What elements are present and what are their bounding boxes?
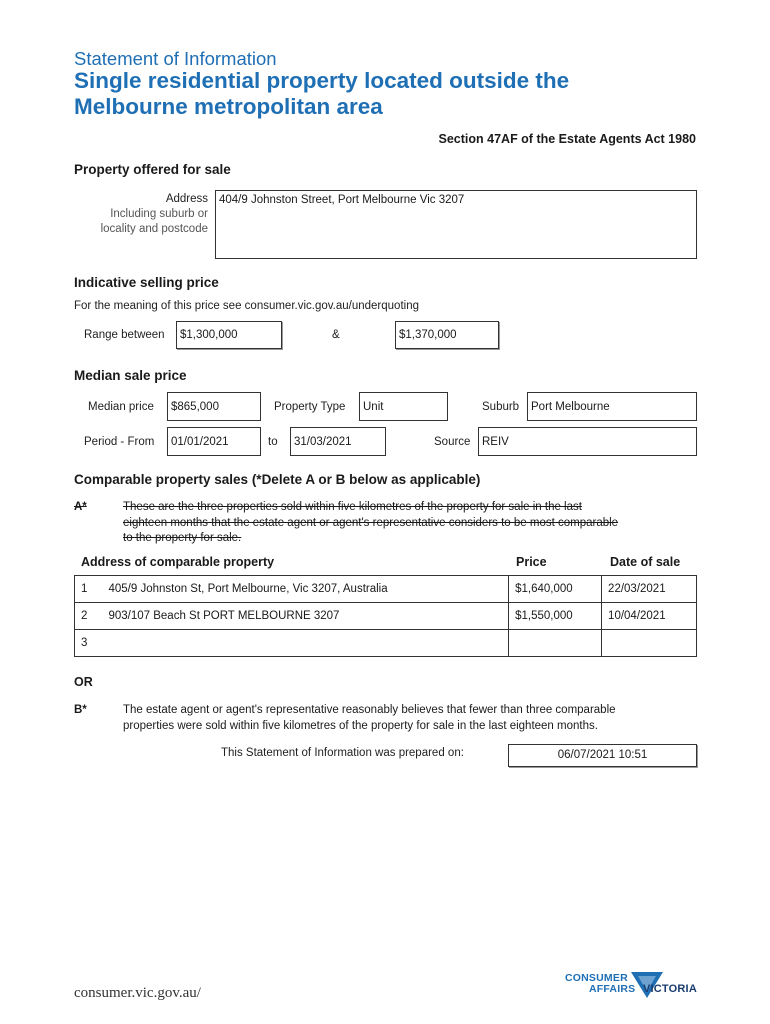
row-number: 1 xyxy=(75,576,103,603)
price-low-field[interactable]: $1,300,000 xyxy=(176,321,282,349)
table-row xyxy=(75,576,697,603)
col-header-date: Date of sale xyxy=(610,555,681,569)
address-hint-2: locality and postcode xyxy=(100,223,208,235)
address-label: Address xyxy=(165,193,208,205)
comparable-heading: Comparable property sales (*Delete A or B below as applicable) xyxy=(74,472,481,487)
price-high-field[interactable]: $1,370,000 xyxy=(395,321,499,349)
document-subtitle: Statement of Information xyxy=(74,48,277,69)
suburb-label: Suburb xyxy=(482,401,520,413)
footer-url[interactable]: consumer.vic.gov.au/ xyxy=(74,985,201,1001)
col-header-price: Price xyxy=(516,555,547,569)
prepared-date-field[interactable]: 06/07/2021 10:51 xyxy=(508,744,697,767)
source-field[interactable]: REIV xyxy=(478,427,697,456)
option-b-text xyxy=(123,703,703,734)
row-address[interactable]: 903/107 Beach St PORT MELBOURNE 3207 xyxy=(102,603,508,630)
col-header-address: Address of comparable property xyxy=(81,555,275,569)
address-field[interactable]: 404/9 Johnston Street, Port Melbourne Vic 3207 xyxy=(215,190,697,259)
row-price[interactable] xyxy=(509,630,602,657)
option-b-line-1: The estate agent or agent's representative reasonably believes that fewer than three comparable xyxy=(123,704,616,716)
option-b-line-2: properties were sold within five kilometres of the property for sale in the last eighteen months. xyxy=(123,719,598,732)
range-ampersand: & xyxy=(332,329,340,341)
price-note: For the meaning of this price see consumer.vic.gov.au/underquoting xyxy=(74,300,419,312)
row-date[interactable]: 10/04/2021 xyxy=(602,603,697,630)
period-from-field[interactable]: 01/01/2021 xyxy=(167,427,261,456)
act-reference: Section 47AF of the Estate Agents Act 1980 xyxy=(438,132,696,146)
title-line-2: Melbourne metropolitan area xyxy=(74,94,383,119)
table-row xyxy=(75,603,697,630)
median-price-label: Median price xyxy=(88,401,154,413)
address-label-block xyxy=(60,192,208,237)
option-a-line-3: to the property for sale. xyxy=(123,532,242,544)
row-price[interactable]: $1,640,000 xyxy=(509,576,602,603)
prepared-label: This Statement of Information was prepared on: xyxy=(221,747,464,759)
period-label: Period - From xyxy=(84,436,155,448)
logo-line-1: CONSUMER xyxy=(565,972,628,984)
period-to-label: to xyxy=(268,436,278,448)
address-hint-1: Including suburb or xyxy=(110,208,208,220)
period-to-field[interactable]: 31/03/2021 xyxy=(290,427,386,456)
option-a-line-2: eighteen months that the estate agent or agent's representative considers to be most comparable xyxy=(123,516,619,529)
or-label: OR xyxy=(74,675,93,689)
option-b-label: B* xyxy=(74,704,87,716)
row-price[interactable]: $1,550,000 xyxy=(509,603,602,630)
property-type-label: Property Type xyxy=(274,401,346,413)
price-heading: Indicative selling price xyxy=(74,275,219,290)
row-number: 2 xyxy=(75,603,103,630)
consumer-affairs-logo xyxy=(563,970,697,1000)
comparable-table xyxy=(74,575,697,657)
row-address[interactable]: 405/9 Johnston St, Port Melbourne, Vic 3207, Australia xyxy=(102,576,508,603)
property-heading: Property offered for sale xyxy=(74,162,231,177)
row-date[interactable] xyxy=(602,630,697,657)
table-row xyxy=(75,630,697,657)
median-price-field[interactable]: $865,000 xyxy=(167,392,261,421)
logo-line-2: AFFAIRS xyxy=(589,983,636,995)
document-title xyxy=(74,68,694,120)
range-label: Range between xyxy=(84,329,165,341)
suburb-field[interactable]: Port Melbourne xyxy=(527,392,697,421)
title-line-1: Single residential property located outside the xyxy=(74,68,570,93)
row-address[interactable] xyxy=(102,630,508,657)
property-type-field[interactable]: Unit xyxy=(359,392,448,421)
option-a-label: A* xyxy=(74,501,87,513)
logo-line-3: VICTORIA xyxy=(643,983,697,995)
median-heading: Median sale price xyxy=(74,368,187,383)
row-number: 3 xyxy=(75,630,103,657)
source-label: Source xyxy=(434,436,471,448)
row-date[interactable]: 22/03/2021 xyxy=(602,576,697,603)
option-a-line-1: These are the three properties sold within five kilometres of the property for sale in the last xyxy=(123,501,582,513)
option-a-text xyxy=(123,500,703,547)
